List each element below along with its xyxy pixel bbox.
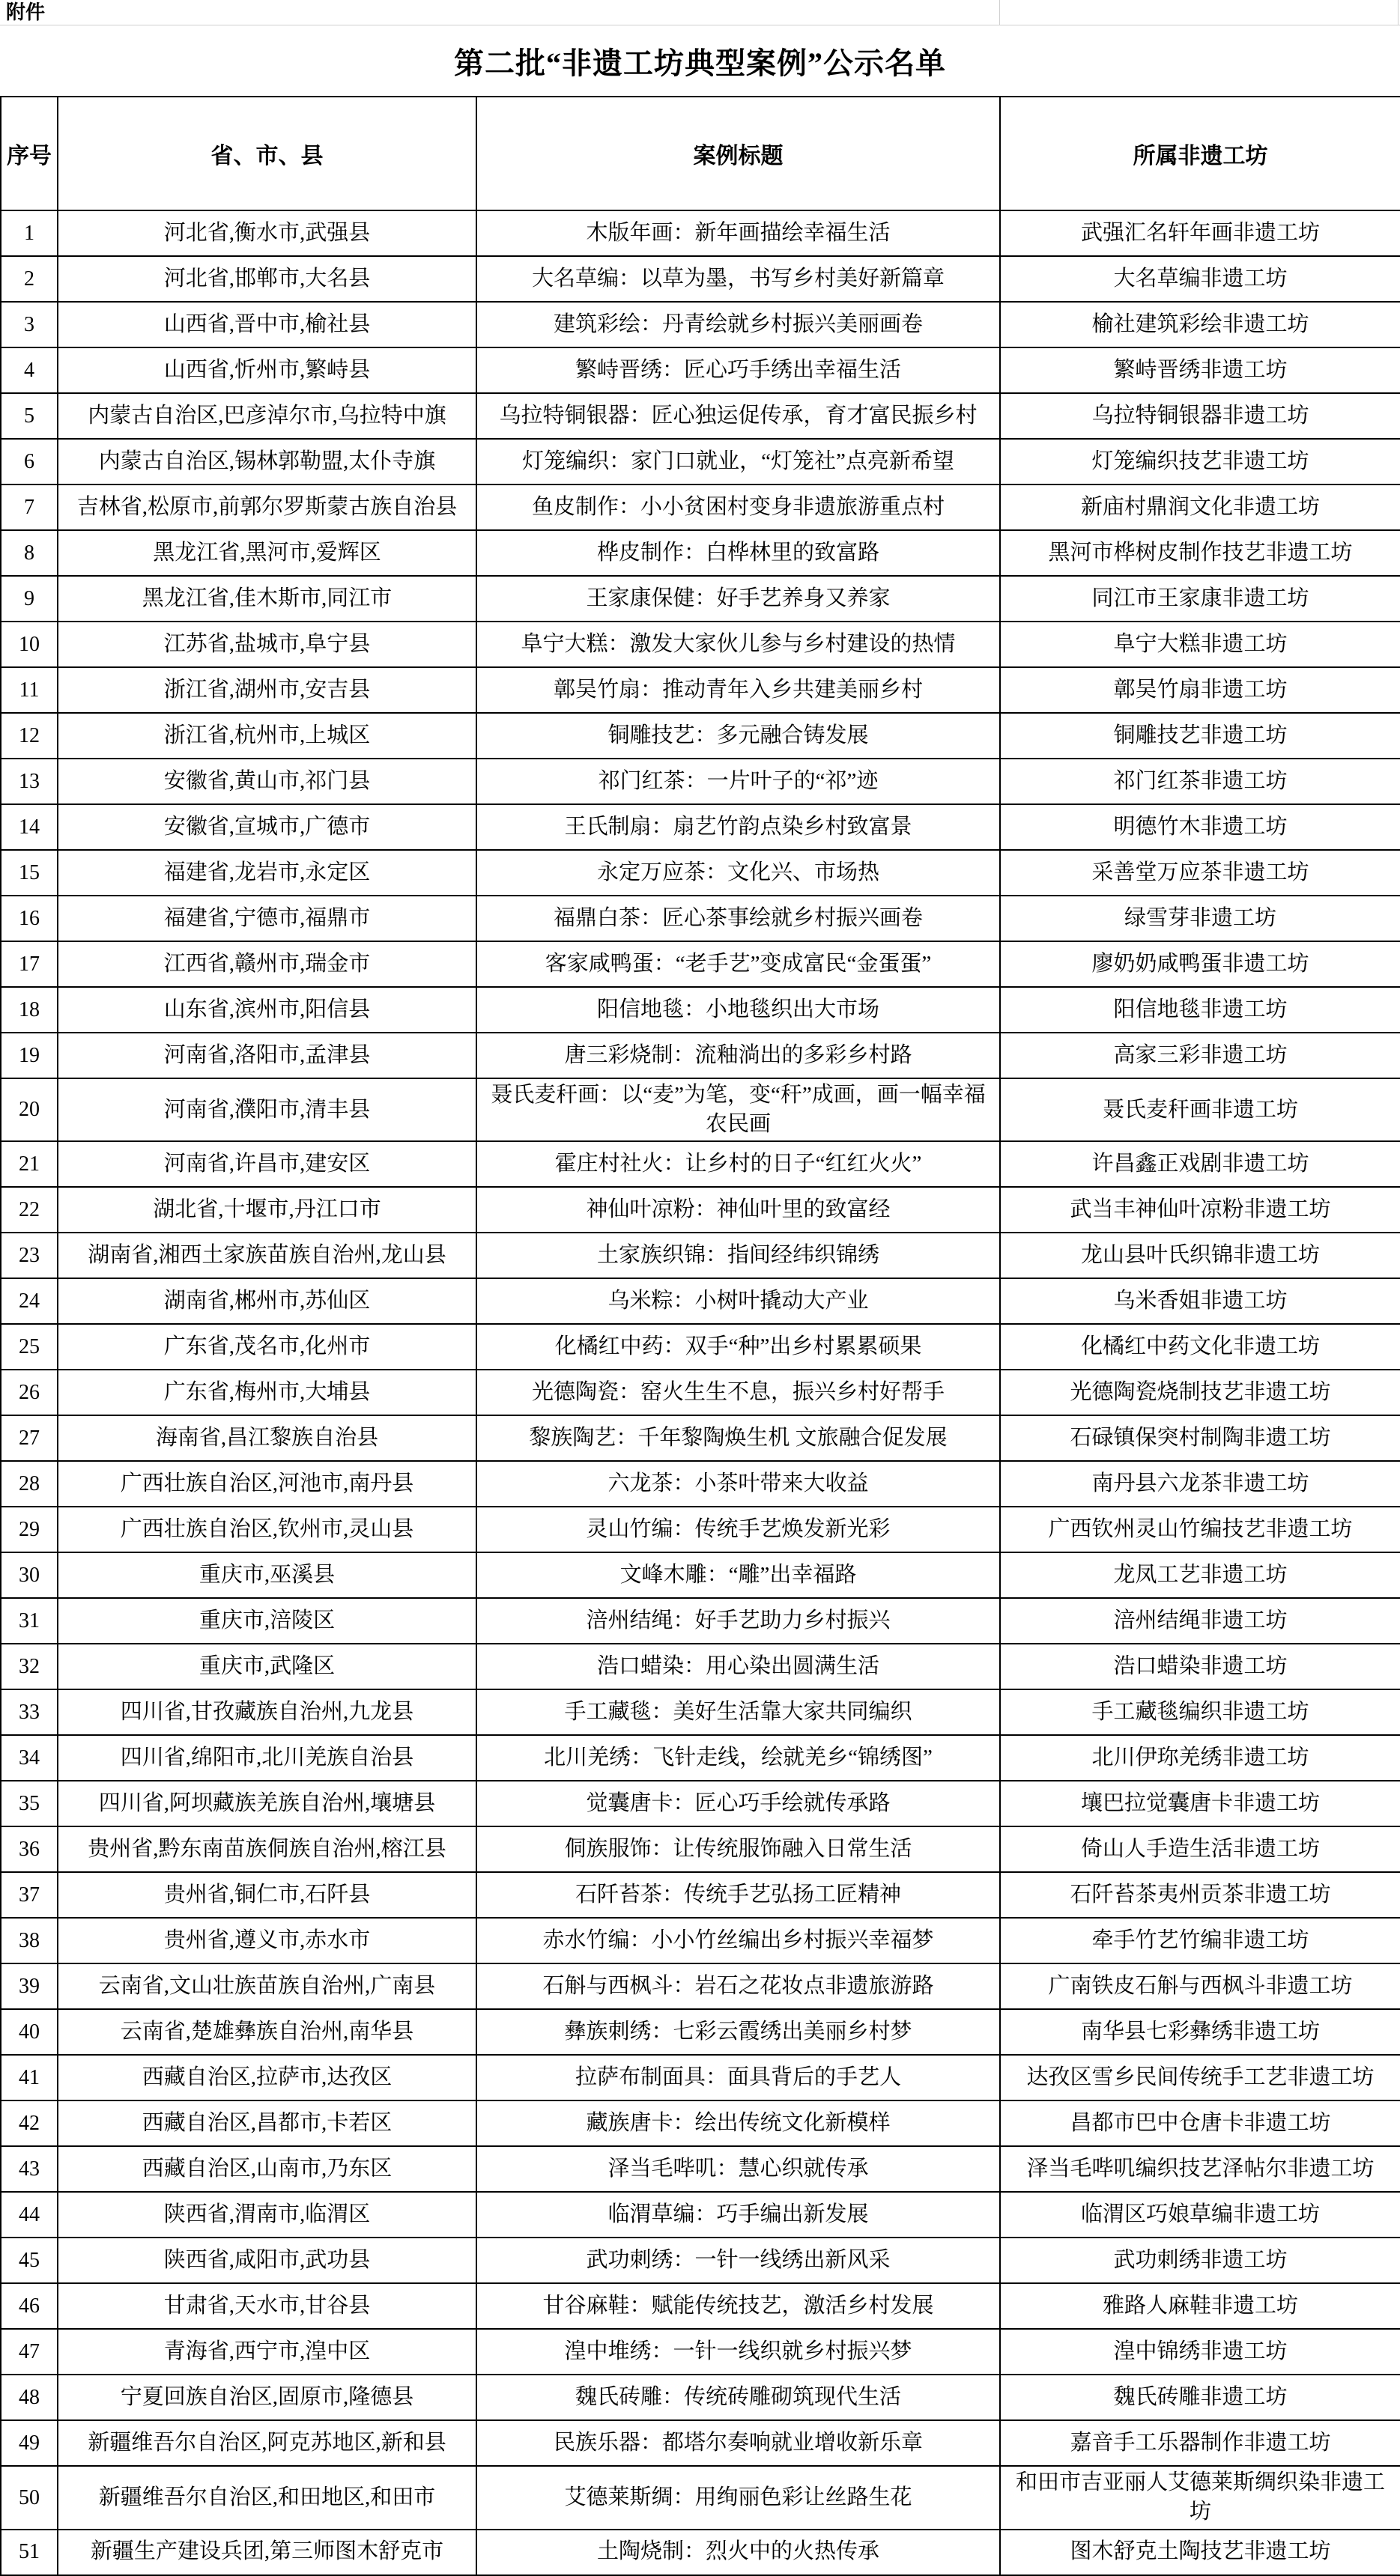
region-cell: 四川省,甘孜藏族自治州,九龙县 bbox=[58, 1689, 476, 1735]
region-cell: 重庆市,涪陵区 bbox=[58, 1598, 476, 1644]
workshop-cell: 嘉音手工乐器制作非遗工坊 bbox=[1000, 2420, 1400, 2466]
workshop-cell: 牵手竹艺竹编非遗工坊 bbox=[1000, 1918, 1400, 1963]
table-row bbox=[1, 1826, 1400, 1872]
workshop-cell: 黑河市桦树皮制作技艺非遗工坊 bbox=[1000, 530, 1400, 576]
table-row bbox=[1, 1918, 1400, 1963]
table-row bbox=[1, 1507, 1400, 1552]
row-number-cell: 44 bbox=[1, 2192, 58, 2238]
row-number-cell: 1 bbox=[1, 210, 58, 256]
workshop-cell: 武功刺绣非遗工坊 bbox=[1000, 2238, 1400, 2283]
region-cell: 青海省,西宁市,湟中区 bbox=[58, 2329, 476, 2375]
workshop-cell: 壤巴拉觉囊唐卡非遗工坊 bbox=[1000, 1781, 1400, 1826]
workshop-cell: 采善堂万应茶非遗工坊 bbox=[1000, 850, 1400, 896]
workshop-cell: 广南铁皮石斛与西枫斗非遗工坊 bbox=[1000, 1963, 1400, 2009]
row-number-cell: 27 bbox=[1, 1415, 58, 1461]
table-row bbox=[1, 439, 1400, 484]
workshop-cell: 涪州结绳非遗工坊 bbox=[1000, 1598, 1400, 1644]
region-cell: 江苏省,盐城市,阜宁县 bbox=[58, 622, 476, 667]
region-cell: 贵州省,遵义市,赤水市 bbox=[58, 1918, 476, 1963]
region-cell: 四川省,阿坝藏族羌族自治州,壤塘县 bbox=[58, 1781, 476, 1826]
table-row bbox=[1, 576, 1400, 622]
region-cell: 黑龙江省,佳木斯市,同江市 bbox=[58, 576, 476, 622]
row-number-cell: 40 bbox=[1, 2009, 58, 2055]
region-cell: 西藏自治区,昌都市,卡若区 bbox=[58, 2100, 476, 2146]
region-cell: 河南省,许昌市,建安区 bbox=[58, 1141, 476, 1187]
row-number-cell: 13 bbox=[1, 759, 58, 804]
table-row bbox=[1, 2530, 1400, 2575]
region-cell: 河南省,洛阳市,孟津县 bbox=[58, 1033, 476, 1078]
row-number-cell: 19 bbox=[1, 1033, 58, 1078]
case-title-cell: 觉囊唐卡：匠心巧手绘就传承路 bbox=[476, 1781, 1000, 1826]
row-number-cell: 32 bbox=[1, 1644, 58, 1689]
case-title-cell: 大名草编：以草为墨，书写乡村美好新篇章 bbox=[476, 256, 1000, 302]
region-cell: 江西省,赣州市,瑞金市 bbox=[58, 941, 476, 987]
workshop-cell: 铜雕技艺非遗工坊 bbox=[1000, 713, 1400, 759]
region-cell: 湖南省,郴州市,苏仙区 bbox=[58, 1278, 476, 1324]
case-title-cell: 土家族织锦：指间经纬织锦绣 bbox=[476, 1233, 1000, 1278]
row-number-cell: 15 bbox=[1, 850, 58, 896]
row-number-cell: 38 bbox=[1, 1918, 58, 1963]
workshop-cell: 灯笼编织技艺非遗工坊 bbox=[1000, 439, 1400, 484]
region-cell: 山西省,晋中市,榆社县 bbox=[58, 302, 476, 347]
row-number-cell: 50 bbox=[1, 2466, 58, 2529]
region-cell: 西藏自治区,山南市,乃东区 bbox=[58, 2146, 476, 2192]
table-row bbox=[1, 1735, 1400, 1781]
workshop-cell: 乌拉特铜银器非遗工坊 bbox=[1000, 393, 1400, 439]
page-title: 第二批“非遗工坊典型案例”公示名单 bbox=[454, 46, 946, 80]
workshop-cell: 大名草编非遗工坊 bbox=[1000, 256, 1400, 302]
row-number-cell: 17 bbox=[1, 941, 58, 987]
case-title-cell: 霍庄村社火：让乡村的日子“红红火火” bbox=[476, 1141, 1000, 1187]
table-row bbox=[1, 256, 1400, 302]
table-row bbox=[1, 987, 1400, 1033]
table-row bbox=[1, 1415, 1400, 1461]
row-number-cell: 5 bbox=[1, 393, 58, 439]
table-row bbox=[1, 1078, 1400, 1141]
workshop-cell: 和田市吉亚丽人艾德莱斯绸织染非遗工坊 bbox=[1000, 2466, 1400, 2529]
workshop-cell: 明德竹木非遗工坊 bbox=[1000, 804, 1400, 850]
row-number-cell: 2 bbox=[1, 256, 58, 302]
table-row bbox=[1, 2420, 1400, 2466]
region-cell: 甘肃省,天水市,甘谷县 bbox=[58, 2283, 476, 2329]
header-region: 省、市、县 bbox=[58, 97, 476, 210]
region-cell: 山西省,忻州市,繁峙县 bbox=[58, 347, 476, 393]
row-number-cell: 11 bbox=[1, 667, 58, 713]
region-cell: 安徽省,黄山市,祁门县 bbox=[58, 759, 476, 804]
region-cell: 陕西省,咸阳市,武功县 bbox=[58, 2238, 476, 2283]
region-cell: 广东省,梅州市,大埔县 bbox=[58, 1370, 476, 1415]
case-title-cell: 乌米粽：小树叶撬动大产业 bbox=[476, 1278, 1000, 1324]
row-number-cell: 10 bbox=[1, 622, 58, 667]
row-number-cell: 24 bbox=[1, 1278, 58, 1324]
table-header-row bbox=[1, 97, 1400, 210]
case-title-cell: 甘谷麻鞋：赋能传统技艺，激活乡村发展 bbox=[476, 2283, 1000, 2329]
table-row bbox=[1, 713, 1400, 759]
table-row bbox=[1, 2329, 1400, 2375]
case-title-cell: 聂氏麦秆画：以“麦”为笔，变“秆”成画，画一幅幸福农民画 bbox=[476, 1078, 1000, 1141]
row-number-cell: 23 bbox=[1, 1233, 58, 1278]
table-row bbox=[1, 1872, 1400, 1918]
table-row bbox=[1, 2100, 1400, 2146]
case-title-cell: 乌拉特铜银器：匠心独运促传承，育才富民振乡村 bbox=[476, 393, 1000, 439]
table-row bbox=[1, 667, 1400, 713]
region-cell: 内蒙古自治区,锡林郭勒盟,太仆寺旗 bbox=[58, 439, 476, 484]
table-row bbox=[1, 530, 1400, 576]
workshop-cell: 光德陶瓷烧制技艺非遗工坊 bbox=[1000, 1370, 1400, 1415]
table-row bbox=[1, 2009, 1400, 2055]
workshop-cell: 临渭区巧娘草编非遗工坊 bbox=[1000, 2192, 1400, 2238]
table-row bbox=[1, 393, 1400, 439]
row-number-cell: 18 bbox=[1, 987, 58, 1033]
region-cell: 浙江省,湖州市,安吉县 bbox=[58, 667, 476, 713]
row-number-cell: 28 bbox=[1, 1461, 58, 1507]
case-title-cell: 北川羌绣：飞针走线，绘就羌乡“锦绣图” bbox=[476, 1735, 1000, 1781]
workshop-cell: 石碌镇保突村制陶非遗工坊 bbox=[1000, 1415, 1400, 1461]
case-title-cell: 木版年画：新年画描绘幸福生活 bbox=[476, 210, 1000, 256]
region-cell: 重庆市,武隆区 bbox=[58, 1644, 476, 1689]
table-row bbox=[1, 2055, 1400, 2100]
region-cell: 河北省,衡水市,武强县 bbox=[58, 210, 476, 256]
workshop-cell: 新庙村鼎润文化非遗工坊 bbox=[1000, 484, 1400, 530]
workshop-cell: 龙凤工艺非遗工坊 bbox=[1000, 1552, 1400, 1598]
region-cell: 四川省,绵阳市,北川羌族自治县 bbox=[58, 1735, 476, 1781]
region-cell: 新疆维吾尔自治区,和田地区,和田市 bbox=[58, 2466, 476, 2529]
row-number-cell: 47 bbox=[1, 2329, 58, 2375]
case-title-cell: 石阡苔茶：传统手艺弘扬工匠精神 bbox=[476, 1872, 1000, 1918]
table-row bbox=[1, 2283, 1400, 2329]
region-cell: 山东省,滨州市,阳信县 bbox=[58, 987, 476, 1033]
region-cell: 湖南省,湘西土家族苗族自治州,龙山县 bbox=[58, 1233, 476, 1278]
case-title-cell: 手工藏毯：美好生活靠大家共同编织 bbox=[476, 1689, 1000, 1735]
row-number-cell: 12 bbox=[1, 713, 58, 759]
region-cell: 西藏自治区,拉萨市,达孜区 bbox=[58, 2055, 476, 2100]
row-number-cell: 46 bbox=[1, 2283, 58, 2329]
region-cell: 广西壮族自治区,钦州市,灵山县 bbox=[58, 1507, 476, 1552]
row-number-cell: 3 bbox=[1, 302, 58, 347]
row-number-cell: 49 bbox=[1, 2420, 58, 2466]
workshop-cell: 南丹县六龙茶非遗工坊 bbox=[1000, 1461, 1400, 1507]
row-number-cell: 43 bbox=[1, 2146, 58, 2192]
case-title-cell: 临渭草编：巧手编出新发展 bbox=[476, 2192, 1000, 2238]
row-number-cell: 45 bbox=[1, 2238, 58, 2283]
workshop-cell: 化橘红中药文化非遗工坊 bbox=[1000, 1324, 1400, 1370]
workshop-cell: 阳信地毯非遗工坊 bbox=[1000, 987, 1400, 1033]
case-title-cell: 文峰木雕：“雕”出幸福路 bbox=[476, 1552, 1000, 1598]
row-number-cell: 14 bbox=[1, 804, 58, 850]
table-row bbox=[1, 941, 1400, 987]
case-title-cell: 赤水竹编：小小竹丝编出乡村振兴幸福梦 bbox=[476, 1918, 1000, 1963]
workshop-cell: 龙山县叶氏织锦非遗工坊 bbox=[1000, 1233, 1400, 1278]
case-title-cell: 建筑彩绘：丹青绘就乡村振兴美丽画卷 bbox=[476, 302, 1000, 347]
row-number-cell: 37 bbox=[1, 1872, 58, 1918]
case-title-cell: 桦皮制作：白桦林里的致富路 bbox=[476, 530, 1000, 576]
case-title-cell: 浩口蜡染：用心染出圆满生活 bbox=[476, 1644, 1000, 1689]
workshop-cell: 雅路人麻鞋非遗工坊 bbox=[1000, 2283, 1400, 2329]
region-cell: 广西壮族自治区,河池市,南丹县 bbox=[58, 1461, 476, 1507]
workshop-cell: 昌都市巴中仓唐卡非遗工坊 bbox=[1000, 2100, 1400, 2146]
region-cell: 河南省,濮阳市,清丰县 bbox=[58, 1078, 476, 1141]
workshop-cell: 聂氏麦秆画非遗工坊 bbox=[1000, 1078, 1400, 1141]
case-title-cell: 鄣吴竹扇：推动青年入乡共建美丽乡村 bbox=[476, 667, 1000, 713]
gridline-vertical bbox=[999, 0, 1000, 25]
region-cell: 黑龙江省,黑河市,爱辉区 bbox=[58, 530, 476, 576]
workshop-cell: 阜宁大糕非遗工坊 bbox=[1000, 622, 1400, 667]
table-row bbox=[1, 622, 1400, 667]
workshop-cell: 泽当毛哔叽编织技艺泽帖尔非遗工坊 bbox=[1000, 2146, 1400, 2192]
cases-table bbox=[0, 96, 1400, 2576]
case-title-cell: 化橘红中药：双手“种”出乡村累累硕果 bbox=[476, 1324, 1000, 1370]
case-title-cell: 拉萨布制面具：面具背后的手艺人 bbox=[476, 2055, 1000, 2100]
region-cell: 安徽省,宣城市,广德市 bbox=[58, 804, 476, 850]
row-number-cell: 8 bbox=[1, 530, 58, 576]
region-cell: 吉林省,松原市,前郭尔罗斯蒙古族自治县 bbox=[58, 484, 476, 530]
row-number-cell: 20 bbox=[1, 1078, 58, 1141]
region-cell: 海南省,昌江黎族自治县 bbox=[58, 1415, 476, 1461]
row-number-cell: 39 bbox=[1, 1963, 58, 2009]
table-row bbox=[1, 2192, 1400, 2238]
region-cell: 贵州省,铜仁市,石阡县 bbox=[58, 1872, 476, 1918]
region-cell: 新疆生产建设兵团,第三师图木舒克市 bbox=[58, 2530, 476, 2575]
region-cell: 福建省,宁德市,福鼎市 bbox=[58, 896, 476, 941]
case-title-cell: 鱼皮制作：小小贫困村变身非遗旅游重点村 bbox=[476, 484, 1000, 530]
attachment-label: 附件 bbox=[6, 1, 46, 23]
table-row bbox=[1, 1644, 1400, 1689]
case-title-cell: 光德陶瓷：窑火生生不息，振兴乡村好帮手 bbox=[476, 1370, 1000, 1415]
region-cell: 云南省,楚雄彝族自治州,南华县 bbox=[58, 2009, 476, 2055]
case-title-cell: 武功刺绣：一针一线绣出新风采 bbox=[476, 2238, 1000, 2283]
workshop-cell: 许昌鑫正戏剧非遗工坊 bbox=[1000, 1141, 1400, 1187]
workshop-cell: 高家三彩非遗工坊 bbox=[1000, 1033, 1400, 1078]
case-title-cell: 艾德莱斯绸：用绚丽色彩让丝路生花 bbox=[476, 2466, 1000, 2529]
row-number-cell: 42 bbox=[1, 2100, 58, 2146]
table-row bbox=[1, 1689, 1400, 1735]
workshop-cell: 手工藏毯编织非遗工坊 bbox=[1000, 1689, 1400, 1735]
case-title-cell: 王氏制扇：扇艺竹韵点染乡村致富景 bbox=[476, 804, 1000, 850]
workshop-cell: 鄣吴竹扇非遗工坊 bbox=[1000, 667, 1400, 713]
table-row bbox=[1, 1370, 1400, 1415]
workshop-cell: 繁峙晋绣非遗工坊 bbox=[1000, 347, 1400, 393]
region-cell: 宁夏回族自治区,固原市,隆德县 bbox=[58, 2375, 476, 2420]
table-row bbox=[1, 2466, 1400, 2529]
case-title-cell: 铜雕技艺：多元融合铸发展 bbox=[476, 713, 1000, 759]
table-row bbox=[1, 1033, 1400, 1078]
case-title-cell: 王家康保健：好手艺养身又养家 bbox=[476, 576, 1000, 622]
row-number-cell: 30 bbox=[1, 1552, 58, 1598]
case-title-cell: 彝族刺绣：七彩云霞绣出美丽乡村梦 bbox=[476, 2009, 1000, 2055]
case-title-cell: 黎族陶艺：千年黎陶焕生机 文旅融合促发展 bbox=[476, 1415, 1000, 1461]
case-title-cell: 魏氏砖雕：传统砖雕砌筑现代生活 bbox=[476, 2375, 1000, 2420]
region-cell: 福建省,龙岩市,永定区 bbox=[58, 850, 476, 896]
gridline-vertical bbox=[1398, 0, 1399, 25]
table-row bbox=[1, 1187, 1400, 1233]
case-title-cell: 民族乐器：都塔尔奏响就业增收新乐章 bbox=[476, 2420, 1000, 2466]
workshop-cell: 石阡苔茶夷州贡茶非遗工坊 bbox=[1000, 1872, 1400, 1918]
row-number-cell: 48 bbox=[1, 2375, 58, 2420]
case-title-cell: 神仙叶凉粉：神仙叶里的致富经 bbox=[476, 1187, 1000, 1233]
row-number-cell: 26 bbox=[1, 1370, 58, 1415]
case-title-cell: 唐三彩烧制：流釉淌出的多彩乡村路 bbox=[476, 1033, 1000, 1078]
workshop-cell: 达孜区雪乡民间传统手工艺非遗工坊 bbox=[1000, 2055, 1400, 2100]
case-title-cell: 涪州结绳：好手艺助力乡村振兴 bbox=[476, 1598, 1000, 1644]
case-title-cell: 灯笼编织：家门口就业，“灯笼社”点亮新希望 bbox=[476, 439, 1000, 484]
title-row bbox=[0, 25, 1400, 96]
table-row bbox=[1, 347, 1400, 393]
case-title-cell: 土陶烧制：烈火中的火热传承 bbox=[476, 2530, 1000, 2575]
table-row bbox=[1, 1963, 1400, 2009]
table-row bbox=[1, 484, 1400, 530]
table-row bbox=[1, 1141, 1400, 1187]
header-workshop: 所属非遗工坊 bbox=[1000, 97, 1400, 210]
workshop-cell: 榆社建筑彩绘非遗工坊 bbox=[1000, 302, 1400, 347]
row-number-cell: 51 bbox=[1, 2530, 58, 2575]
row-number-cell: 16 bbox=[1, 896, 58, 941]
header-no: 序号 bbox=[1, 97, 58, 210]
table-row bbox=[1, 302, 1400, 347]
row-number-cell: 6 bbox=[1, 439, 58, 484]
table-row bbox=[1, 1233, 1400, 1278]
region-cell: 广东省,茂名市,化州市 bbox=[58, 1324, 476, 1370]
region-cell: 云南省,文山壮族苗族自治州,广南县 bbox=[58, 1963, 476, 2009]
case-title-cell: 福鼎白茶：匠心茶事绘就乡村振兴画卷 bbox=[476, 896, 1000, 941]
table-row bbox=[1, 850, 1400, 896]
row-number-cell: 31 bbox=[1, 1598, 58, 1644]
workshop-cell: 廖奶奶咸鸭蛋非遗工坊 bbox=[1000, 941, 1400, 987]
row-number-cell: 7 bbox=[1, 484, 58, 530]
attachment-row bbox=[0, 0, 1400, 25]
workshop-cell: 绿雪芽非遗工坊 bbox=[1000, 896, 1400, 941]
case-title-cell: 泽当毛哔叽：慧心织就传承 bbox=[476, 2146, 1000, 2192]
region-cell: 内蒙古自治区,巴彦淖尔市,乌拉特中旗 bbox=[58, 393, 476, 439]
table-body bbox=[1, 210, 1400, 2575]
workshop-cell: 乌米香姐非遗工坊 bbox=[1000, 1278, 1400, 1324]
workshop-cell: 倚山人手造生活非遗工坊 bbox=[1000, 1826, 1400, 1872]
workshop-cell: 南华县七彩彝绣非遗工坊 bbox=[1000, 2009, 1400, 2055]
row-number-cell: 21 bbox=[1, 1141, 58, 1187]
case-title-cell: 繁峙晋绣：匠心巧手绣出幸福生活 bbox=[476, 347, 1000, 393]
table-row bbox=[1, 896, 1400, 941]
workshop-cell: 武当丰神仙叶凉粉非遗工坊 bbox=[1000, 1187, 1400, 1233]
table-row bbox=[1, 1278, 1400, 1324]
table-row bbox=[1, 1552, 1400, 1598]
case-title-cell: 客家咸鸭蛋：“老手艺”变成富民“金蛋蛋” bbox=[476, 941, 1000, 987]
table-row bbox=[1, 2238, 1400, 2283]
case-title-cell: 祁门红茶：一片叶子的“祁”迹 bbox=[476, 759, 1000, 804]
case-title-cell: 石斛与西枫斗：岩石之花妆点非遗旅游路 bbox=[476, 1963, 1000, 2009]
case-title-cell: 藏族唐卡：绘出传统文化新模样 bbox=[476, 2100, 1000, 2146]
table-row bbox=[1, 2146, 1400, 2192]
case-title-cell: 湟中堆绣：一针一线织就乡村振兴梦 bbox=[476, 2329, 1000, 2375]
region-cell: 贵州省,黔东南苗族侗族自治州,榕江县 bbox=[58, 1826, 476, 1872]
row-number-cell: 35 bbox=[1, 1781, 58, 1826]
workshop-cell: 广西钦州灵山竹编技艺非遗工坊 bbox=[1000, 1507, 1400, 1552]
case-title-cell: 六龙茶：小茶叶带来大收益 bbox=[476, 1461, 1000, 1507]
row-number-cell: 25 bbox=[1, 1324, 58, 1370]
workshop-cell: 北川伊珎羌绣非遗工坊 bbox=[1000, 1735, 1400, 1781]
table-row bbox=[1, 804, 1400, 850]
workshop-cell: 图木舒克土陶技艺非遗工坊 bbox=[1000, 2530, 1400, 2575]
case-title-cell: 永定万应茶：文化兴、市场热 bbox=[476, 850, 1000, 896]
table-row bbox=[1, 759, 1400, 804]
header-case-title: 案例标题 bbox=[476, 97, 1000, 210]
case-title-cell: 阳信地毯：小地毯织出大市场 bbox=[476, 987, 1000, 1033]
workshop-cell: 武强汇名轩年画非遗工坊 bbox=[1000, 210, 1400, 256]
region-cell: 湖北省,十堰市,丹江口市 bbox=[58, 1187, 476, 1233]
row-number-cell: 4 bbox=[1, 347, 58, 393]
workshop-cell: 湟中锦绣非遗工坊 bbox=[1000, 2329, 1400, 2375]
row-number-cell: 22 bbox=[1, 1187, 58, 1233]
case-title-cell: 侗族服饰：让传统服饰融入日常生活 bbox=[476, 1826, 1000, 1872]
row-number-cell: 9 bbox=[1, 576, 58, 622]
table-row bbox=[1, 2375, 1400, 2420]
region-cell: 浙江省,杭州市,上城区 bbox=[58, 713, 476, 759]
row-number-cell: 33 bbox=[1, 1689, 58, 1735]
workshop-cell: 祁门红茶非遗工坊 bbox=[1000, 759, 1400, 804]
row-number-cell: 41 bbox=[1, 2055, 58, 2100]
region-cell: 陕西省,渭南市,临渭区 bbox=[58, 2192, 476, 2238]
region-cell: 新疆维吾尔自治区,阿克苏地区,新和县 bbox=[58, 2420, 476, 2466]
workshop-cell: 魏氏砖雕非遗工坊 bbox=[1000, 2375, 1400, 2420]
table-row bbox=[1, 1324, 1400, 1370]
table-row bbox=[1, 1781, 1400, 1826]
case-title-cell: 阜宁大糕：激发大家伙儿参与乡村建设的热情 bbox=[476, 622, 1000, 667]
workshop-cell: 浩口蜡染非遗工坊 bbox=[1000, 1644, 1400, 1689]
region-cell: 重庆市,巫溪县 bbox=[58, 1552, 476, 1598]
row-number-cell: 29 bbox=[1, 1507, 58, 1552]
row-number-cell: 34 bbox=[1, 1735, 58, 1781]
row-number-cell: 36 bbox=[1, 1826, 58, 1872]
table-row bbox=[1, 210, 1400, 256]
table-row bbox=[1, 1598, 1400, 1644]
case-title-cell: 灵山竹编：传统手艺焕发新光彩 bbox=[476, 1507, 1000, 1552]
region-cell: 河北省,邯郸市,大名县 bbox=[58, 256, 476, 302]
workshop-cell: 同江市王家康非遗工坊 bbox=[1000, 576, 1400, 622]
table-row bbox=[1, 1461, 1400, 1507]
